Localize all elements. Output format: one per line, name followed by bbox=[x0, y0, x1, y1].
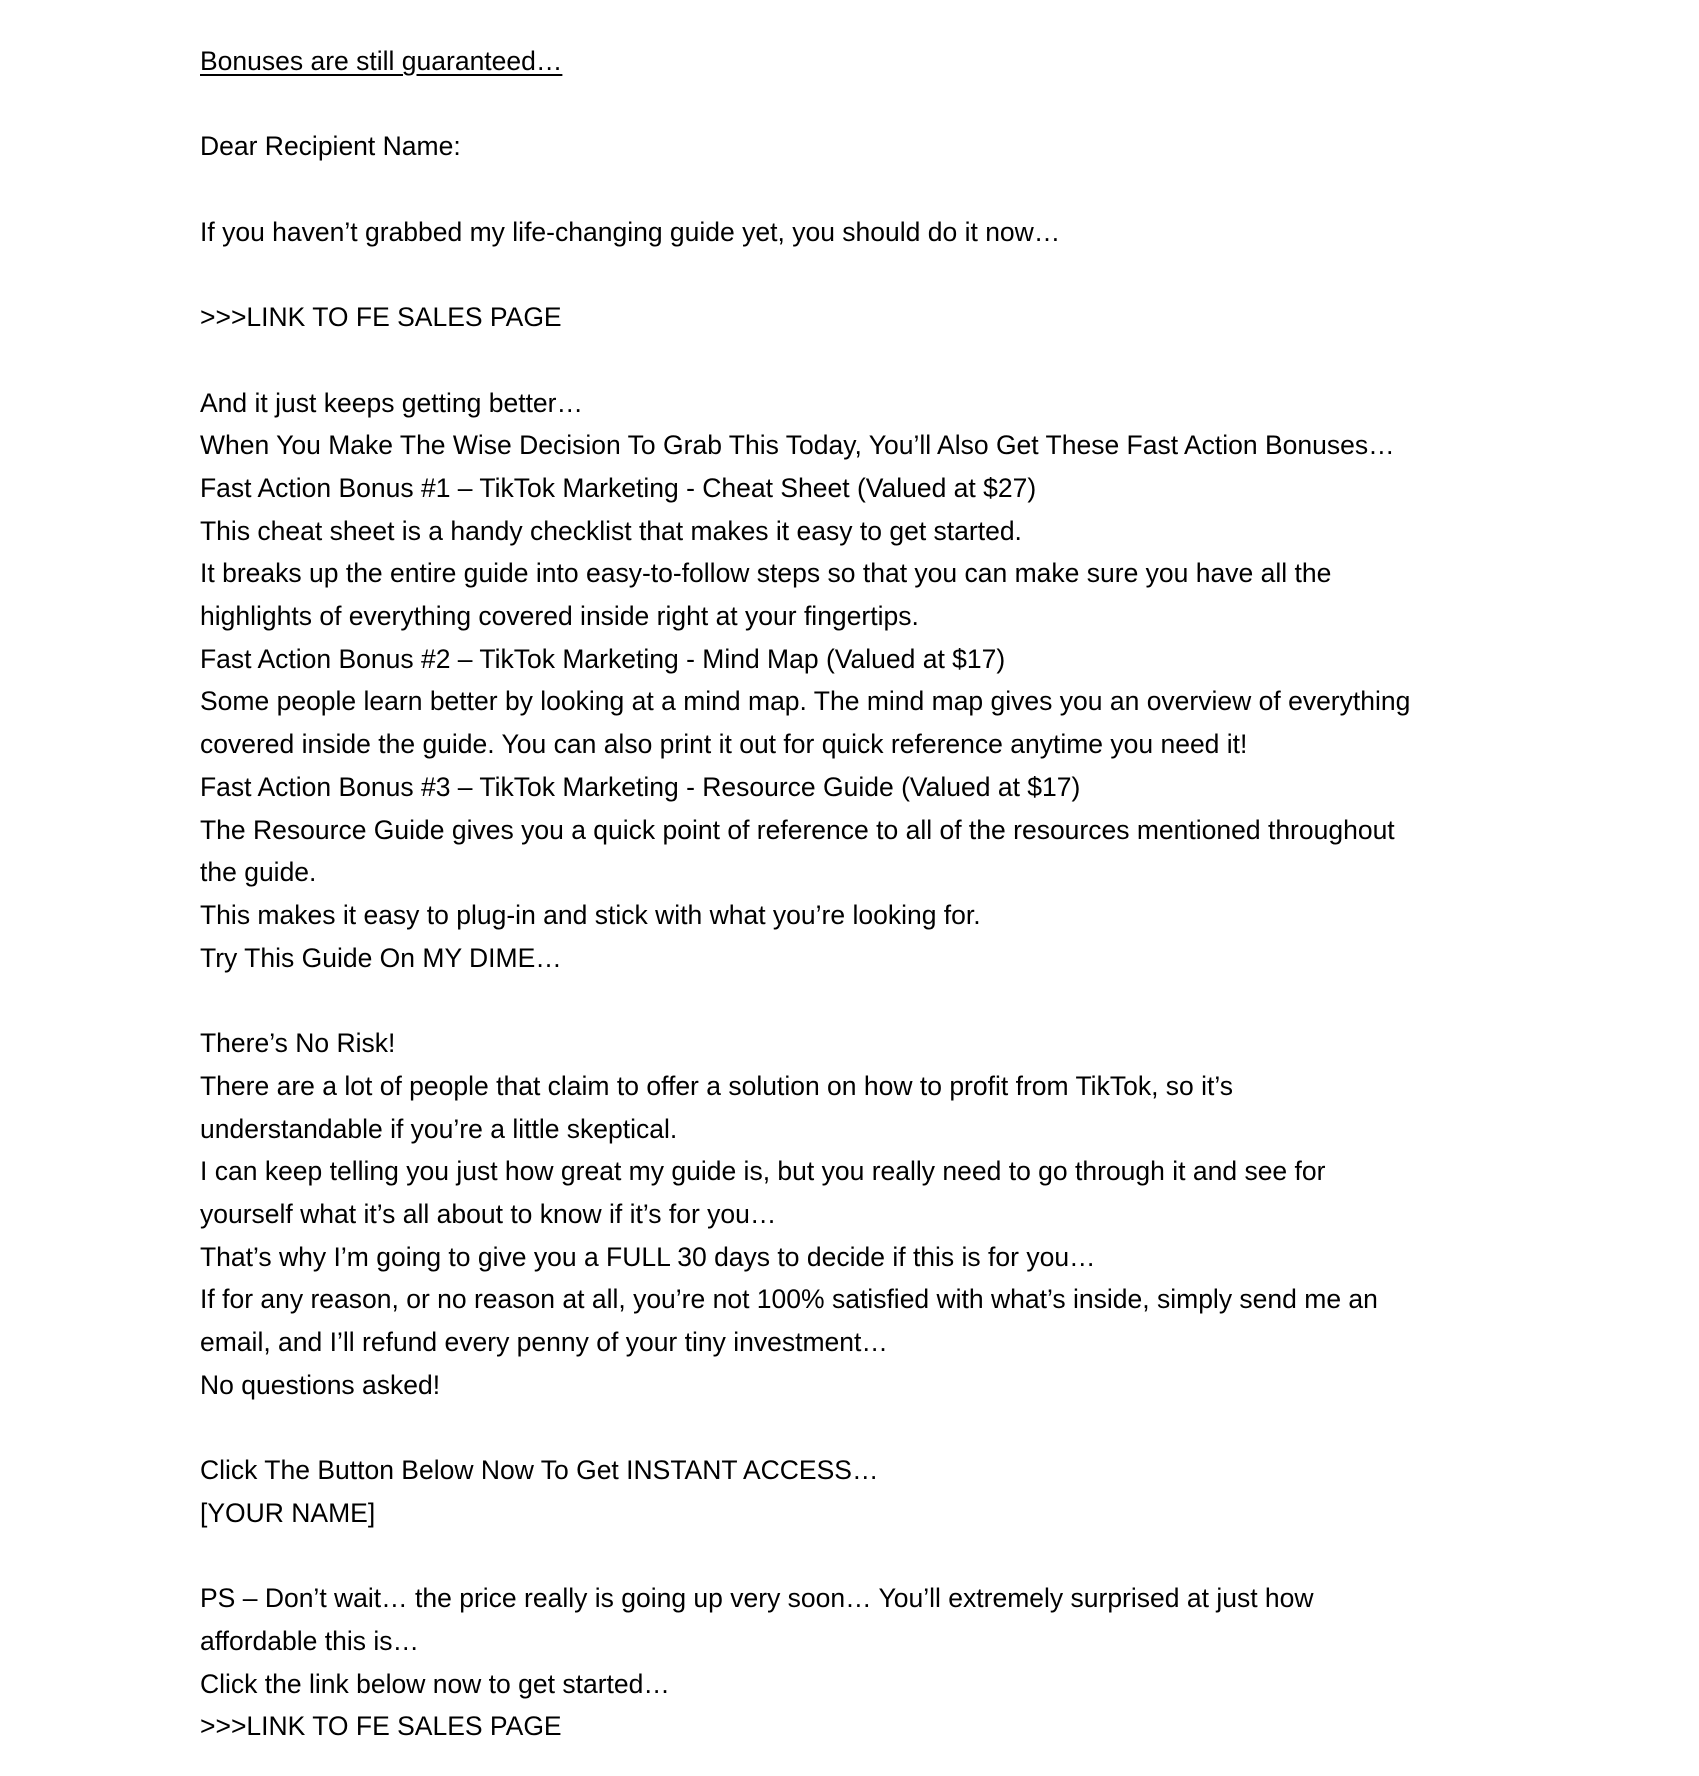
document-title: Bonuses are still guaranteed… bbox=[200, 46, 563, 76]
postscript-line: PS – Don’t wait… the price really is going up very soon… You’ll extremely surprised at just how bbox=[200, 1583, 1314, 1614]
spacer bbox=[200, 1406, 1540, 1449]
spacer bbox=[200, 1535, 1540, 1578]
body-line: If for any reason, or no reason at all, you’re not 100% satisfied with what’s inside, simply send me an bbox=[200, 1284, 1378, 1315]
body-line: yourself what it’s all about to know if it’s for you… bbox=[200, 1198, 777, 1229]
postscript-line: affordable this is… bbox=[200, 1625, 419, 1656]
bonus-section bbox=[200, 382, 1540, 980]
call-to-action: Click The Button Below Now To Get INSTANT ACCESS… bbox=[200, 1455, 879, 1486]
sales-page-link: >>>LINK TO FE SALES PAGE bbox=[200, 1711, 562, 1742]
spacer bbox=[200, 979, 1540, 1022]
body-line: And it just keeps getting better… bbox=[200, 387, 583, 418]
body-line: understandable if you’re a little skeptical. bbox=[200, 1113, 678, 1144]
body-line: Try This Guide On MY DIME… bbox=[200, 942, 562, 973]
body-line: That’s why I’m going to give you a FULL 30 days to decide if this is for you… bbox=[200, 1241, 1096, 1272]
call-to-action-section bbox=[200, 1449, 1540, 1534]
guarantee-heading: There’s No Risk! bbox=[200, 1028, 396, 1059]
body-line: Some people learn better by looking at a mind map. The mind map gives you an overview of everything bbox=[200, 686, 1411, 717]
spacer bbox=[200, 339, 1540, 382]
postscript-section bbox=[200, 1577, 1540, 1748]
sales-page-link: >>>LINK TO FE SALES PAGE bbox=[200, 302, 562, 333]
body-line: There are a lot of people that claim to offer a solution on how to profit from TikTok, so it’s bbox=[200, 1070, 1234, 1101]
spacer bbox=[200, 168, 1540, 211]
body-line: covered inside the guide. You can also print it out for quick reference anytime you need it! bbox=[200, 729, 1248, 760]
body-line: I can keep telling you just how great my guide is, but you really need to go through it and see for bbox=[200, 1156, 1326, 1187]
signature-name: [YOUR NAME] bbox=[200, 1497, 376, 1528]
body-line: This cheat sheet is a handy checklist that makes it easy to get started. bbox=[200, 515, 1022, 546]
body-line: It breaks up the entire guide into easy-to-follow steps so that you can make sure you have all the bbox=[200, 558, 1332, 589]
spacer bbox=[200, 253, 1540, 296]
body-line: email, and I’ll refund every penny of your tiny investment… bbox=[200, 1327, 888, 1358]
postscript-line: Click the link below now to get started… bbox=[200, 1668, 670, 1699]
bonus-1-heading: Fast Action Bonus #1 – TikTok Marketing - Cheat Sheet (Valued at $27) bbox=[200, 472, 1037, 503]
intro-paragraph: If you haven’t grabbed my life-changing guide yet, you should do it now… bbox=[200, 216, 1061, 247]
body-line: No questions asked! bbox=[200, 1369, 441, 1400]
spacer bbox=[200, 83, 1540, 126]
salutation: Dear Recipient Name: bbox=[200, 131, 461, 162]
body-line: The Resource Guide gives you a quick point of reference to all of the resources mentioned throughout bbox=[200, 814, 1395, 845]
bonus-3-heading: Fast Action Bonus #3 – TikTok Marketing - Resource Guide (Valued at $17) bbox=[200, 771, 1081, 802]
body-line: highlights of everything covered inside right at your fingertips. bbox=[200, 601, 919, 632]
body-line: the guide. bbox=[200, 857, 317, 888]
guarantee-section bbox=[200, 1022, 1540, 1406]
document-page bbox=[200, 40, 1540, 1748]
bonus-2-heading: Fast Action Bonus #2 – TikTok Marketing - Mind Map (Valued at $17) bbox=[200, 643, 1006, 674]
body-line: When You Make The Wise Decision To Grab This Today, You’ll Also Get These Fast Action Bonuses… bbox=[200, 430, 1395, 461]
body-line: This makes it easy to plug-in and stick with what you’re looking for. bbox=[200, 900, 981, 930]
